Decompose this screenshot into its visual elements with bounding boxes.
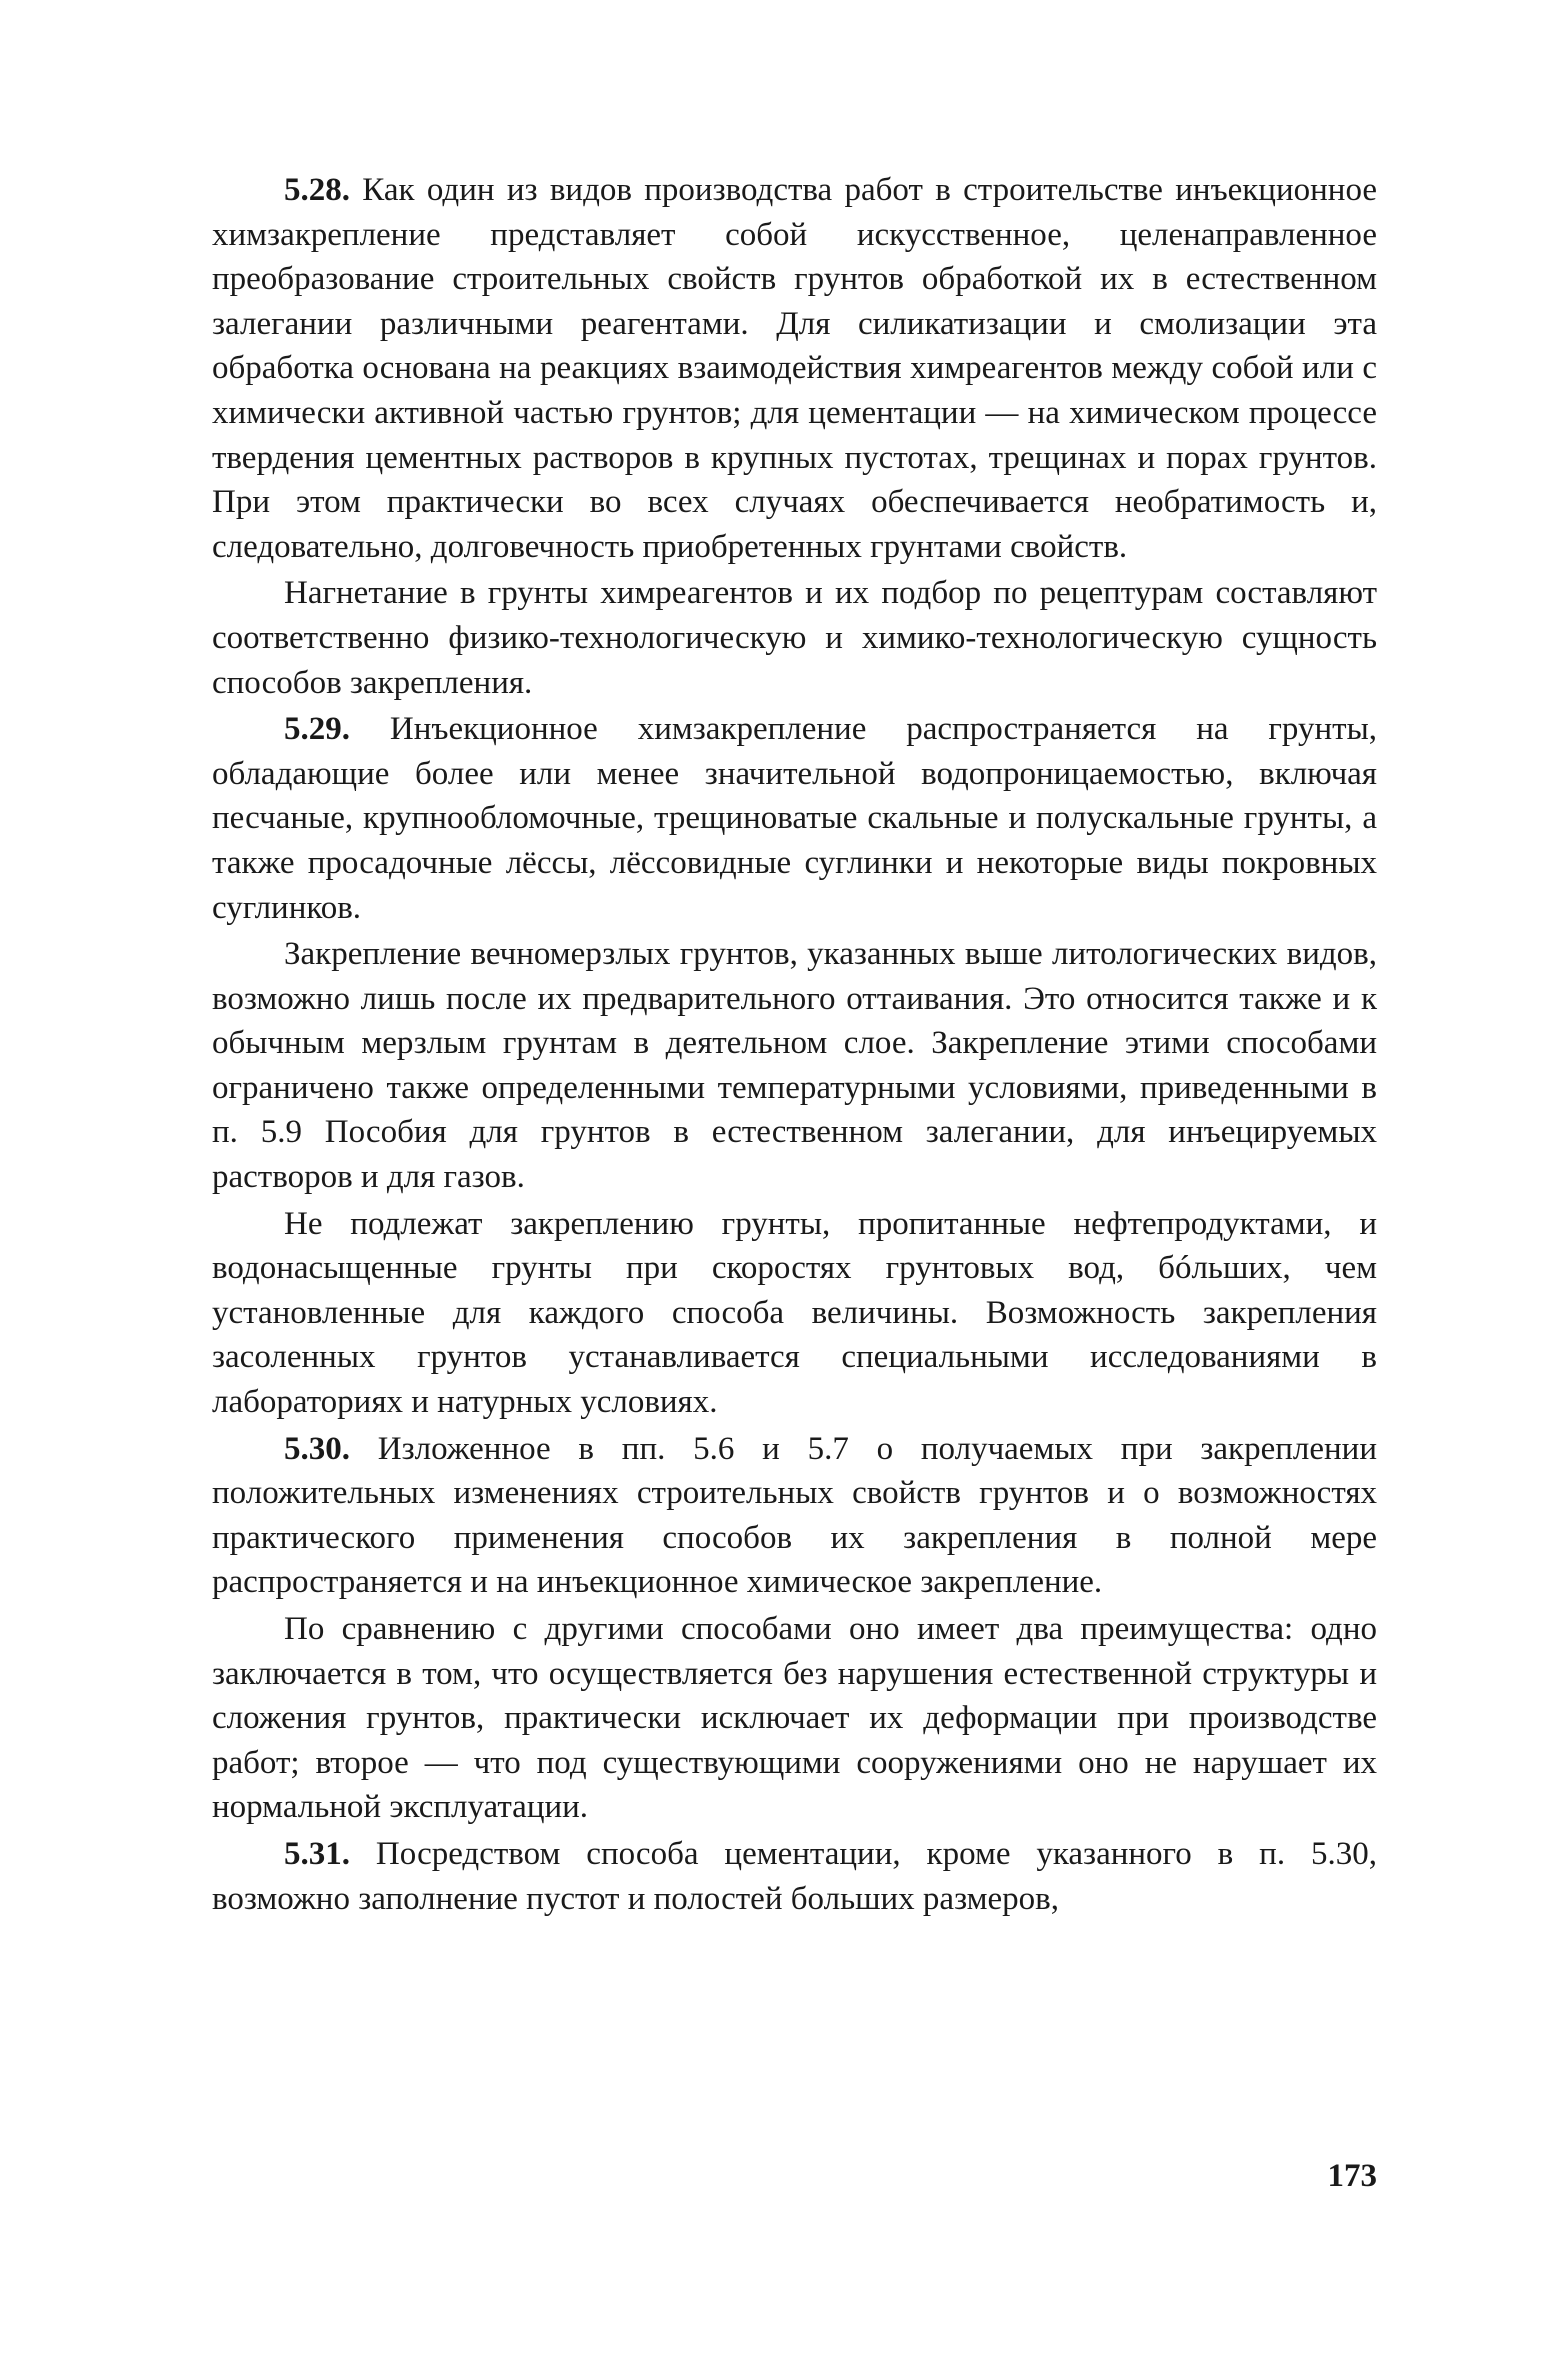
paragraph-5-30 xyxy=(212,1427,1377,1605)
paragraph-not-subject xyxy=(212,1202,1377,1425)
paragraph-text: Нагнетание в грунты химреагентов и их подбор по рецептурам составляют соответственно физико-технологическую и химико-технологическую сущность способов закрепления. xyxy=(212,575,1377,701)
paragraph-permafrost xyxy=(212,932,1377,1200)
paragraph-text: Посредством способа цементации, кроме указанного в п. 5.30, возможно заполнение пустот и полостей больших размеров, xyxy=(212,1835,1377,1917)
clause-number: 5.31. xyxy=(284,1835,350,1872)
page-number: 173 xyxy=(1327,2158,1377,2194)
paragraph-5-29 xyxy=(212,707,1377,930)
paragraph-injection-essence xyxy=(212,571,1377,705)
paragraph-advantages xyxy=(212,1607,1377,1830)
paragraph-text: Инъекционное химзакрепление распространяется на грунты, обладающие более или менее значительной водопроницаемостью, включая песчаные, крупнообломочные, трещиноватые скальные и полускальные грунты, а также просадочные лёссы, лёссовидные суглинки и некоторые виды покровных суглинков. xyxy=(212,711,1377,926)
paragraph-text: Изложенное в пп. 5.6 и 5.7 о получаемых при закреплении положительных изменениях строительных свойств грунтов и о возможностях практического применения способов их закрепления в полной мере распространяется и на инъекционное химическое закрепление. xyxy=(212,1430,1377,1601)
clause-number: 5.28. xyxy=(284,172,350,208)
clause-number: 5.29. xyxy=(284,711,350,748)
paragraph-5-31 xyxy=(212,1832,1377,1921)
paragraph-text: Не подлежат закреплению грунты, пропитанные нефтепродуктами, и водонасыщенные грунты при скоростях грунтовых вод, бóльших, чем установленные для каждого способа величины. Возможность закрепления засоленных грунтов устанавливается специальными исследованиями в лабораториях и натурных условиях. xyxy=(212,1205,1377,1421)
paragraph-text: Закрепление вечномерзлых грунтов, указанных выше литологических видов, возможно лишь после их предварительного оттаивания. Это относится также и к обычным мерзлым грунтам в деятельном слое. Закрепление этими способами ограничено также определенными температурными условиями, приведенными в п. 5.9 Пособия для грунтов в естественном залегании, для инъецируемых растворов и для газов. xyxy=(212,936,1377,1196)
paragraph-text: Как один из видов производства работ в строительстве инъекционное химзакрепление представляет собой искусственное, целенаправленное преобразование строительных свойств грунтов обработкой их в естественном залегании различными реагентами. Для силикатизации и смолизации эта обработка основана на реакциях взаимодействия химреагентов между собой или с химически активной частью грунтов; для цементации — на химическом процессе твердения цементных растворов в крупных пустотах, трещинах и порах грунтов. При этом практически во всех случаях обеспечивается необратимость и, следовательно, долговечность приобретенных грунтами свойств. xyxy=(212,172,1377,565)
clause-number: 5.30. xyxy=(284,1430,350,1467)
paragraph-text: По сравнению с другими способами оно имеет два преимущества: одно заключается в том, что осуществляется без нарушения естественной структуры и сложения грунтов, практически исключает их деформации при производстве работ; второе — что под существующими сооружениями оно не нарушает их нормальной эксплуатации. xyxy=(212,1611,1377,1826)
paragraph-5-28 xyxy=(212,168,1377,569)
page-body xyxy=(212,168,1377,2298)
